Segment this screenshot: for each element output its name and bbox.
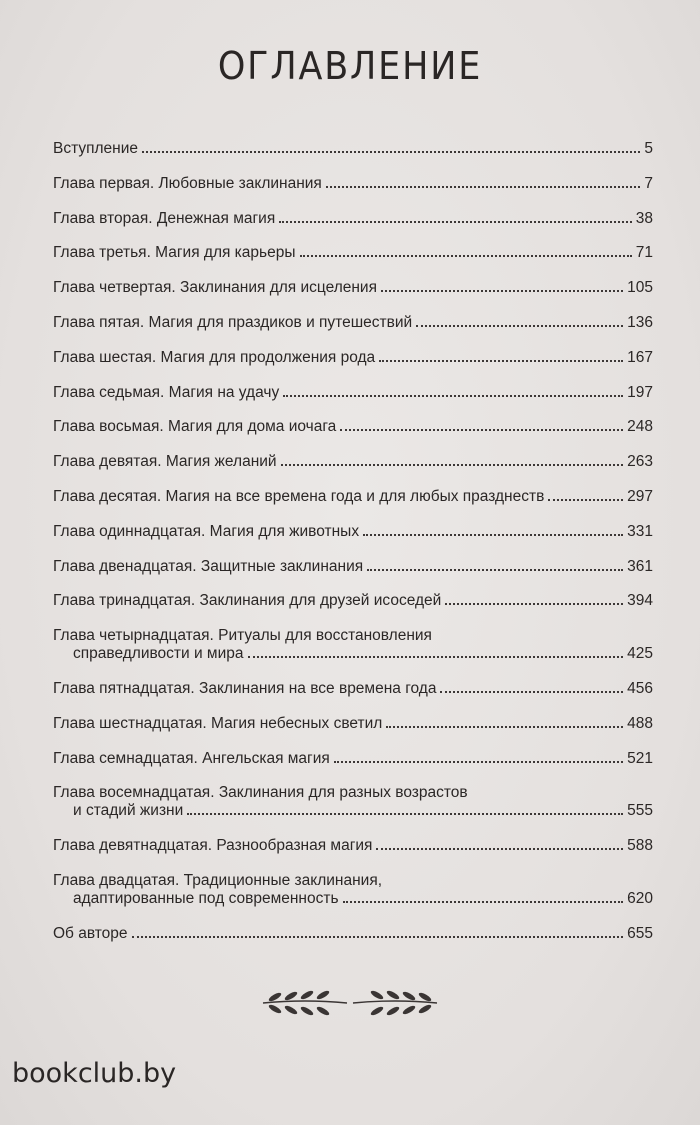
toc-entry-title [53, 210, 653, 228]
dot-leader [283, 395, 623, 397]
toc-entry [53, 872, 653, 908]
dot-leader [548, 499, 623, 501]
toc-entry-title [53, 837, 653, 855]
toc-entry-title [53, 453, 653, 471]
dot-leader [379, 360, 623, 362]
toc-entry-label: Глава восьмая. Магия для дома иочага [53, 418, 337, 436]
toc-page-number: 425 [627, 645, 653, 663]
toc-entry [53, 592, 653, 610]
toc-entry [53, 314, 653, 332]
toc-entry-label: адаптированные под современность [73, 890, 339, 907]
toc-page-number: 588 [627, 837, 653, 855]
toc-entry [53, 750, 653, 768]
toc-entry [53, 210, 653, 228]
dot-leader [440, 691, 623, 693]
toc-page-number: 361 [627, 557, 653, 575]
toc-entry-title [53, 784, 653, 802]
toc-entry-title [53, 592, 653, 610]
dot-leader [386, 726, 623, 728]
toc-entry-title [53, 175, 653, 193]
toc-page-number: 655 [627, 924, 653, 942]
toc-entry [53, 244, 653, 262]
toc-page-number: 620 [627, 890, 653, 907]
toc-entry-label: Глава третья. Магия для карьеры [53, 244, 296, 262]
toc-page-number: 71 [635, 244, 653, 262]
toc-entry-title-continued [53, 802, 653, 820]
toc-entry-title-continued [53, 890, 653, 908]
toc-entry [53, 488, 653, 506]
toc-entry [53, 627, 653, 663]
page-title: ОГЛАВЛЕНИЕ [217, 44, 483, 88]
toc-entry-title [53, 279, 653, 297]
toc-entry [53, 558, 653, 576]
toc-entry-title [53, 140, 653, 158]
toc-entry-title [53, 384, 653, 402]
toc-page-number: 105 [627, 279, 653, 297]
dot-leader [326, 186, 641, 188]
toc-entry-title-continued [53, 645, 653, 663]
toc-entry [53, 349, 653, 367]
dot-leader [300, 255, 632, 257]
toc-entry-title [53, 750, 653, 768]
toc-page-number: 248 [627, 418, 653, 436]
toc-entry [53, 175, 653, 193]
toc-entry-title [53, 488, 653, 506]
toc-entry-label: Глава первая. Любовные заклинания [53, 174, 322, 192]
toc-entry-label: Глава одиннадцатая. Магия для животных [53, 522, 360, 540]
toc-entry-title [53, 925, 653, 943]
dot-leader [334, 761, 623, 763]
toc-entry-title [53, 244, 653, 262]
toc-page-number: 555 [627, 802, 653, 820]
toc-entry-title [53, 314, 653, 332]
toc-entry-label: Глава десятая. Магия на все времена года и для любых празднеств [53, 488, 545, 505]
toc-page-number: 394 [627, 592, 653, 610]
dot-leader [340, 429, 623, 431]
dot-leader [363, 534, 623, 536]
toc-entry-label: Глава шестнадцатая. Магия небесных светил [53, 714, 383, 732]
toc-entry [53, 837, 653, 855]
dot-leader [445, 603, 623, 605]
toc-entry-title [53, 680, 653, 698]
dot-leader [416, 325, 623, 327]
toc-entry [53, 384, 653, 402]
toc-entry-label: справедливости и мира [73, 645, 244, 663]
toc-page-number: 488 [627, 714, 653, 732]
toc-entry [53, 715, 653, 733]
toc-page-number: 167 [627, 348, 653, 366]
toc-entry-label: Глава пятнадцатая. Заклинания на все времена года [53, 680, 437, 697]
dot-leader [132, 936, 624, 938]
toc-entry-label: Об авторе [53, 924, 128, 942]
toc-entry-title [53, 872, 653, 890]
dot-leader [367, 569, 623, 571]
toc-entry [53, 784, 653, 820]
toc-entry-label: Вступление [53, 140, 139, 157]
toc-entry-label: Глава четырнадцатая. Ритуалы для восстановления [53, 627, 432, 645]
toc-entry-label: Глава пятая. Магия для праздиков и путешествий [53, 314, 413, 331]
toc-entry-title [53, 523, 653, 541]
toc-entry-label: Глава четвертая. Заклинания для исцеления [53, 279, 377, 297]
dot-leader [142, 151, 640, 153]
toc-page-number: 263 [627, 453, 653, 471]
toc-entry [53, 418, 653, 436]
toc-page-number: 5 [644, 140, 653, 157]
toc-entry-label: Глава тринадцатая. Заклинания для друзей исоседей [53, 592, 442, 610]
dot-leader [187, 813, 623, 815]
toc-page-number: 521 [627, 749, 653, 767]
toc-entry-title [53, 558, 653, 576]
toc-page-number: 136 [627, 314, 653, 331]
toc-entry [53, 453, 653, 471]
dot-leader [376, 848, 623, 850]
toc-entry-label: Глава вторая. Денежная магия [53, 209, 276, 227]
toc-entry-label: Глава восемнадцатая. Заклинания для разных возрастов [53, 784, 468, 802]
toc-page-number: 456 [627, 680, 653, 697]
toc-page-number: 38 [635, 209, 653, 227]
toc-page-number: 197 [627, 383, 653, 401]
laurel-ornament-icon [255, 983, 445, 1023]
toc-entry [53, 140, 653, 158]
toc-entry [53, 523, 653, 541]
toc-entry-title [53, 418, 653, 436]
toc-entry-title [53, 715, 653, 733]
dot-leader [248, 656, 624, 658]
dot-leader [279, 221, 632, 223]
dot-leader [381, 290, 623, 292]
toc-entry-title [53, 627, 653, 645]
toc-entry [53, 279, 653, 297]
toc-entry-label: Глава двенадцатая. Защитные заклинания [53, 557, 364, 575]
toc-entry-title [53, 349, 653, 367]
dot-leader [343, 901, 624, 903]
toc-entry-label: Глава семнадцатая. Ангельская магия [53, 749, 330, 767]
toc-entry [53, 680, 653, 698]
toc-page-number: 7 [644, 174, 653, 192]
toc-entry [53, 925, 653, 943]
toc-entry-label: Глава девятнадцатая. Разнообразная магия [53, 837, 373, 855]
toc-entry-label: Глава седьмая. Магия на удачу [53, 383, 280, 401]
toc-entry-label: Глава двадцатая. Традиционные заклинания, [53, 872, 383, 889]
toc-page-number: 331 [627, 522, 653, 540]
toc-entry-label: Глава шестая. Магия для продолжения рода [53, 348, 376, 366]
toc-entry-label: и стадий жизни [73, 802, 184, 820]
watermark-text: bookclub.by [12, 1058, 177, 1089]
toc-page-number: 297 [627, 488, 653, 505]
dot-leader [281, 464, 624, 466]
toc-entry-label: Глава девятая. Магия желаний [53, 453, 277, 471]
